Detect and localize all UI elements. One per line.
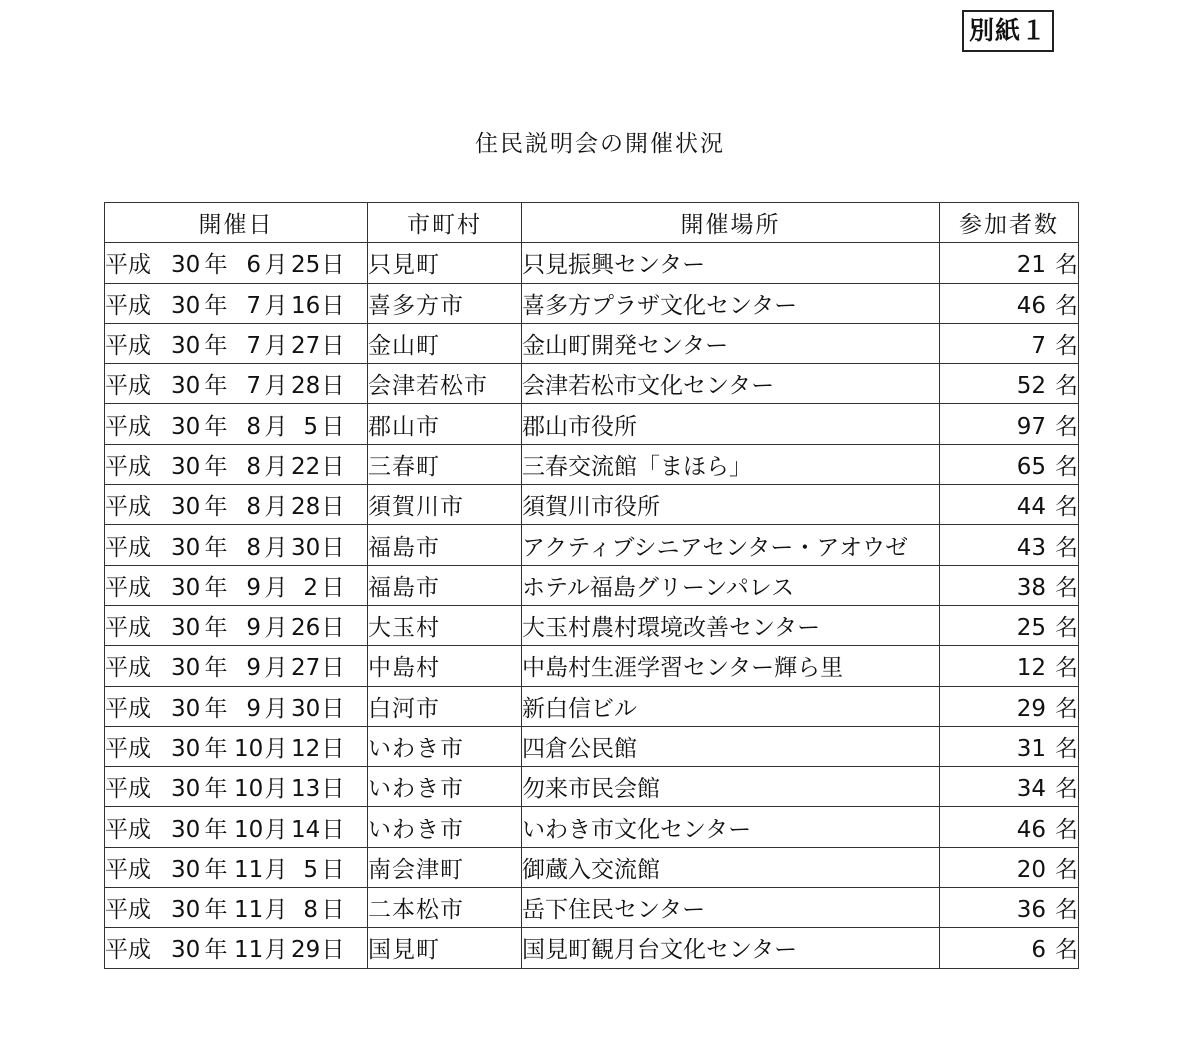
day-value: 8 xyxy=(303,897,318,924)
date-cell xyxy=(105,686,368,726)
date-cell xyxy=(105,364,368,404)
year-unit: 年 xyxy=(204,373,228,400)
attendance-cell xyxy=(940,525,1079,565)
date-cell xyxy=(105,485,368,525)
municipality-cell: 中島村 xyxy=(368,646,522,686)
year-unit: 年 xyxy=(204,856,228,883)
attendance-unit: 名 xyxy=(1055,776,1078,803)
month-unit: 月 xyxy=(264,897,288,924)
date-cell xyxy=(105,726,368,766)
attendance-unit: 名 xyxy=(1055,897,1078,924)
venue-cell: 会津若松市文化センター xyxy=(522,364,940,404)
month-value: 7 xyxy=(246,292,261,319)
attendance-unit: 名 xyxy=(1055,937,1078,964)
municipality-cell: 郡山市 xyxy=(368,404,522,444)
header-attendance: 参加者数 xyxy=(940,203,1079,243)
era-label: 平成 xyxy=(105,453,151,480)
venue-cell: 只見振興センター xyxy=(522,243,940,283)
day-unit: 日 xyxy=(321,816,345,843)
year-unit: 年 xyxy=(204,333,228,360)
table-row xyxy=(105,726,1079,766)
attendance-cell xyxy=(940,364,1079,404)
attendance-unit: 名 xyxy=(1055,453,1078,480)
attendance-cell xyxy=(940,283,1079,323)
date-cell xyxy=(105,323,368,363)
table-row xyxy=(105,847,1079,887)
attendance-unit: 名 xyxy=(1055,615,1078,642)
month-value: 9 xyxy=(246,655,261,682)
day-value: 28 xyxy=(291,373,321,400)
month-unit: 月 xyxy=(264,776,288,803)
table-row xyxy=(105,283,1079,323)
attendance-value: 34 xyxy=(1016,776,1046,803)
municipality-cell: 国見町 xyxy=(368,928,522,968)
municipality-cell: 福島市 xyxy=(368,525,522,565)
year-value: 30 xyxy=(171,373,201,400)
header-venue: 開催場所 xyxy=(522,203,940,243)
municipality-cell: 南会津町 xyxy=(368,847,522,887)
day-unit: 日 xyxy=(321,373,345,400)
month-unit: 月 xyxy=(264,615,288,642)
year-unit: 年 xyxy=(204,897,228,924)
municipality-cell: 喜多方市 xyxy=(368,283,522,323)
attendance-unit: 名 xyxy=(1055,252,1078,279)
venue-cell: 勿来市民会館 xyxy=(522,767,940,807)
date-cell xyxy=(105,243,368,283)
month-unit: 月 xyxy=(264,453,288,480)
year-value: 30 xyxy=(171,856,201,883)
year-value: 30 xyxy=(171,615,201,642)
month-unit: 月 xyxy=(264,574,288,601)
year-value: 30 xyxy=(171,574,201,601)
month-unit: 月 xyxy=(264,655,288,682)
attendance-unit: 名 xyxy=(1055,333,1078,360)
date-cell xyxy=(105,404,368,444)
municipality-cell: 二本松市 xyxy=(368,888,522,928)
month-unit: 月 xyxy=(264,534,288,561)
attendance-value: 97 xyxy=(1016,413,1046,440)
municipality-cell: 白河市 xyxy=(368,686,522,726)
month-unit: 月 xyxy=(264,856,288,883)
month-value: 11 xyxy=(234,897,264,924)
day-value: 29 xyxy=(291,937,321,964)
attendance-value: 21 xyxy=(1016,252,1046,279)
venue-cell: 金山町開発センター xyxy=(522,323,940,363)
attendance-value: 31 xyxy=(1016,736,1046,762)
month-value: 11 xyxy=(234,937,264,964)
attendance-cell xyxy=(940,807,1079,847)
venue-cell: 中島村生涯学習センター輝ら里 xyxy=(522,646,940,686)
table-row xyxy=(105,243,1079,283)
attendance-value: 43 xyxy=(1016,534,1046,561)
month-unit: 月 xyxy=(264,252,288,279)
day-value: 5 xyxy=(303,856,318,883)
attendance-cell xyxy=(940,605,1079,645)
year-unit: 年 xyxy=(204,736,228,762)
attendance-cell xyxy=(940,646,1079,686)
venue-cell: ホテル福島グリーンパレス xyxy=(522,565,940,605)
table-row xyxy=(105,605,1079,645)
table-row xyxy=(105,686,1079,726)
era-label: 平成 xyxy=(105,856,151,883)
day-unit: 日 xyxy=(321,937,345,964)
municipality-cell: いわき市 xyxy=(368,726,522,766)
attendance-unit: 名 xyxy=(1055,413,1078,440)
year-unit: 年 xyxy=(204,816,228,843)
month-value: 10 xyxy=(234,776,264,803)
attendance-cell xyxy=(940,686,1079,726)
attendance-unit: 名 xyxy=(1055,736,1078,762)
month-value: 9 xyxy=(246,695,261,722)
month-unit: 月 xyxy=(264,736,288,762)
month-unit: 月 xyxy=(264,695,288,722)
municipality-cell: 福島市 xyxy=(368,565,522,605)
era-label: 平成 xyxy=(105,736,151,762)
year-value: 30 xyxy=(171,534,201,561)
day-unit: 日 xyxy=(321,615,345,642)
era-label: 平成 xyxy=(105,373,151,400)
month-value: 8 xyxy=(246,534,261,561)
attendance-cell xyxy=(940,847,1079,887)
table-row xyxy=(105,807,1079,847)
year-unit: 年 xyxy=(204,453,228,480)
era-label: 平成 xyxy=(105,413,151,440)
attendance-value: 29 xyxy=(1016,695,1046,722)
year-value: 30 xyxy=(171,413,201,440)
attendance-cell xyxy=(940,243,1079,283)
day-value: 30 xyxy=(291,534,321,561)
year-unit: 年 xyxy=(204,413,228,440)
month-unit: 月 xyxy=(264,816,288,843)
month-value: 9 xyxy=(246,615,261,642)
year-value: 30 xyxy=(171,292,201,319)
day-unit: 日 xyxy=(321,655,345,682)
day-value: 5 xyxy=(303,413,318,440)
day-value: 12 xyxy=(291,736,321,762)
table-row xyxy=(105,444,1079,484)
era-label: 平成 xyxy=(105,534,151,561)
day-unit: 日 xyxy=(321,534,345,561)
year-value: 30 xyxy=(171,494,201,521)
attendance-value: 20 xyxy=(1016,856,1046,883)
era-label: 平成 xyxy=(105,937,151,964)
date-cell xyxy=(105,847,368,887)
year-unit: 年 xyxy=(204,494,228,521)
venue-cell: 新白信ビル xyxy=(522,686,940,726)
attendance-value: 44 xyxy=(1016,494,1046,521)
attendance-cell xyxy=(940,767,1079,807)
month-value: 10 xyxy=(234,816,264,843)
attendance-cell xyxy=(940,928,1079,968)
day-value: 25 xyxy=(291,252,321,279)
venue-cell: いわき市文化センター xyxy=(522,807,940,847)
month-value: 9 xyxy=(246,574,261,601)
day-unit: 日 xyxy=(321,856,345,883)
era-label: 平成 xyxy=(105,615,151,642)
day-value: 30 xyxy=(291,695,321,722)
table-row xyxy=(105,404,1079,444)
day-unit: 日 xyxy=(321,736,345,762)
era-label: 平成 xyxy=(105,897,151,924)
year-unit: 年 xyxy=(204,252,228,279)
attendance-value: 38 xyxy=(1016,574,1046,601)
day-unit: 日 xyxy=(321,897,345,924)
venue-cell: 須賀川市役所 xyxy=(522,485,940,525)
era-label: 平成 xyxy=(105,292,151,319)
table-row xyxy=(105,888,1079,928)
attendance-cell xyxy=(940,888,1079,928)
attendance-unit: 名 xyxy=(1055,655,1078,682)
table-row xyxy=(105,323,1079,363)
municipality-cell: 須賀川市 xyxy=(368,485,522,525)
era-label: 平成 xyxy=(105,655,151,682)
attendance-cell xyxy=(940,444,1079,484)
month-value: 10 xyxy=(234,736,264,762)
attendance-unit: 名 xyxy=(1055,373,1078,400)
attendance-value: 52 xyxy=(1016,373,1046,400)
venue-cell: アクティブシニアセンター・アオウゼ xyxy=(522,525,940,565)
header-date: 開催日 xyxy=(105,203,368,243)
day-value: 14 xyxy=(291,816,321,843)
date-cell xyxy=(105,565,368,605)
table-row xyxy=(105,928,1079,968)
date-cell xyxy=(105,283,368,323)
date-cell xyxy=(105,928,368,968)
date-cell xyxy=(105,888,368,928)
attendance-cell xyxy=(940,323,1079,363)
municipality-cell: 大玉村 xyxy=(368,605,522,645)
month-unit: 月 xyxy=(264,494,288,521)
year-value: 30 xyxy=(171,776,201,803)
attendance-unit: 名 xyxy=(1055,292,1078,319)
month-value: 6 xyxy=(246,252,261,279)
day-unit: 日 xyxy=(321,494,345,521)
table-row xyxy=(105,767,1079,807)
day-unit: 日 xyxy=(321,695,345,722)
day-value: 13 xyxy=(291,776,321,803)
table-row xyxy=(105,646,1079,686)
year-unit: 年 xyxy=(204,937,228,964)
venue-cell: 喜多方プラザ文化センター xyxy=(522,283,940,323)
venue-cell: 郡山市役所 xyxy=(522,404,940,444)
venue-cell: 大玉村農村環境改善センター xyxy=(522,605,940,645)
era-label: 平成 xyxy=(105,574,151,601)
day-value: 16 xyxy=(291,292,321,319)
attendance-unit: 名 xyxy=(1055,494,1078,521)
day-unit: 日 xyxy=(321,453,345,480)
day-value: 22 xyxy=(291,453,321,480)
month-value: 11 xyxy=(234,856,264,883)
year-value: 30 xyxy=(171,816,201,843)
table-body xyxy=(105,243,1079,968)
month-unit: 月 xyxy=(264,937,288,964)
municipality-cell: 只見町 xyxy=(368,243,522,283)
attendance-unit: 名 xyxy=(1055,856,1078,883)
date-cell xyxy=(105,767,368,807)
attendance-unit: 名 xyxy=(1055,574,1078,601)
attendance-value: 36 xyxy=(1016,897,1046,924)
day-unit: 日 xyxy=(321,252,345,279)
date-cell xyxy=(105,807,368,847)
year-unit: 年 xyxy=(204,292,228,319)
era-label: 平成 xyxy=(105,695,151,722)
attendance-value: 7 xyxy=(1031,333,1046,360)
attendance-cell xyxy=(940,726,1079,766)
attendance-cell xyxy=(940,565,1079,605)
year-unit: 年 xyxy=(204,655,228,682)
day-value: 2 xyxy=(303,574,318,601)
month-value: 7 xyxy=(246,373,261,400)
era-label: 平成 xyxy=(105,252,151,279)
year-value: 30 xyxy=(171,333,201,360)
venue-cell: 岳下住民センター xyxy=(522,888,940,928)
table-row xyxy=(105,485,1079,525)
day-unit: 日 xyxy=(321,292,345,319)
year-value: 30 xyxy=(171,937,201,964)
venue-cell: 三春交流館「まほら」 xyxy=(522,444,940,484)
year-value: 30 xyxy=(171,252,201,279)
date-cell xyxy=(105,525,368,565)
attendance-unit: 名 xyxy=(1055,816,1078,843)
year-unit: 年 xyxy=(204,574,228,601)
municipality-cell: 三春町 xyxy=(368,444,522,484)
month-value: 8 xyxy=(246,413,261,440)
header-row xyxy=(105,203,1079,243)
day-value: 27 xyxy=(291,333,321,360)
attendance-value: 46 xyxy=(1016,292,1046,319)
attendance-cell xyxy=(940,485,1079,525)
venue-cell: 四倉公民館 xyxy=(522,726,940,766)
year-unit: 年 xyxy=(204,695,228,722)
year-unit: 年 xyxy=(204,615,228,642)
era-label: 平成 xyxy=(105,816,151,843)
attendance-value: 25 xyxy=(1016,615,1046,642)
date-cell xyxy=(105,444,368,484)
month-value: 7 xyxy=(246,333,261,360)
header-municipality: 市町村 xyxy=(368,203,522,243)
year-value: 30 xyxy=(171,655,201,682)
municipality-cell: いわき市 xyxy=(368,807,522,847)
year-unit: 年 xyxy=(204,776,228,803)
day-unit: 日 xyxy=(321,574,345,601)
attendance-value: 6 xyxy=(1031,937,1046,964)
day-value: 27 xyxy=(291,655,321,682)
era-label: 平成 xyxy=(105,333,151,360)
municipality-cell: いわき市 xyxy=(368,767,522,807)
date-cell xyxy=(105,646,368,686)
attendance-unit: 名 xyxy=(1055,695,1078,722)
attendance-cell xyxy=(940,404,1079,444)
page-title: 住民説明会の開催状況 xyxy=(475,131,725,157)
day-unit: 日 xyxy=(321,413,345,440)
date-cell xyxy=(105,605,368,645)
year-value: 30 xyxy=(171,736,201,762)
month-value: 8 xyxy=(246,494,261,521)
day-unit: 日 xyxy=(321,776,345,803)
table-row xyxy=(105,565,1079,605)
day-value: 26 xyxy=(291,615,321,642)
attachment-label: 別紙１ xyxy=(962,10,1054,52)
municipality-cell: 会津若松市 xyxy=(368,364,522,404)
day-unit: 日 xyxy=(321,333,345,360)
month-unit: 月 xyxy=(264,292,288,319)
attendance-value: 65 xyxy=(1016,453,1046,480)
year-value: 30 xyxy=(171,695,201,722)
month-unit: 月 xyxy=(264,333,288,360)
month-unit: 月 xyxy=(264,413,288,440)
year-value: 30 xyxy=(171,453,201,480)
venue-cell: 御蔵入交流館 xyxy=(522,847,940,887)
table-header xyxy=(105,203,1079,243)
month-value: 8 xyxy=(246,453,261,480)
attendance-unit: 名 xyxy=(1055,534,1078,561)
day-value: 28 xyxy=(291,494,321,521)
attendance-value: 12 xyxy=(1016,655,1046,682)
year-value: 30 xyxy=(171,897,201,924)
era-label: 平成 xyxy=(105,776,151,803)
era-label: 平成 xyxy=(105,494,151,521)
sessions-table xyxy=(104,202,1079,969)
venue-cell: 国見町観月台文化センター xyxy=(522,928,940,968)
table-row xyxy=(105,364,1079,404)
municipality-cell: 金山町 xyxy=(368,323,522,363)
table-row xyxy=(105,525,1079,565)
attendance-value: 46 xyxy=(1016,816,1046,843)
month-unit: 月 xyxy=(264,373,288,400)
year-unit: 年 xyxy=(204,534,228,561)
